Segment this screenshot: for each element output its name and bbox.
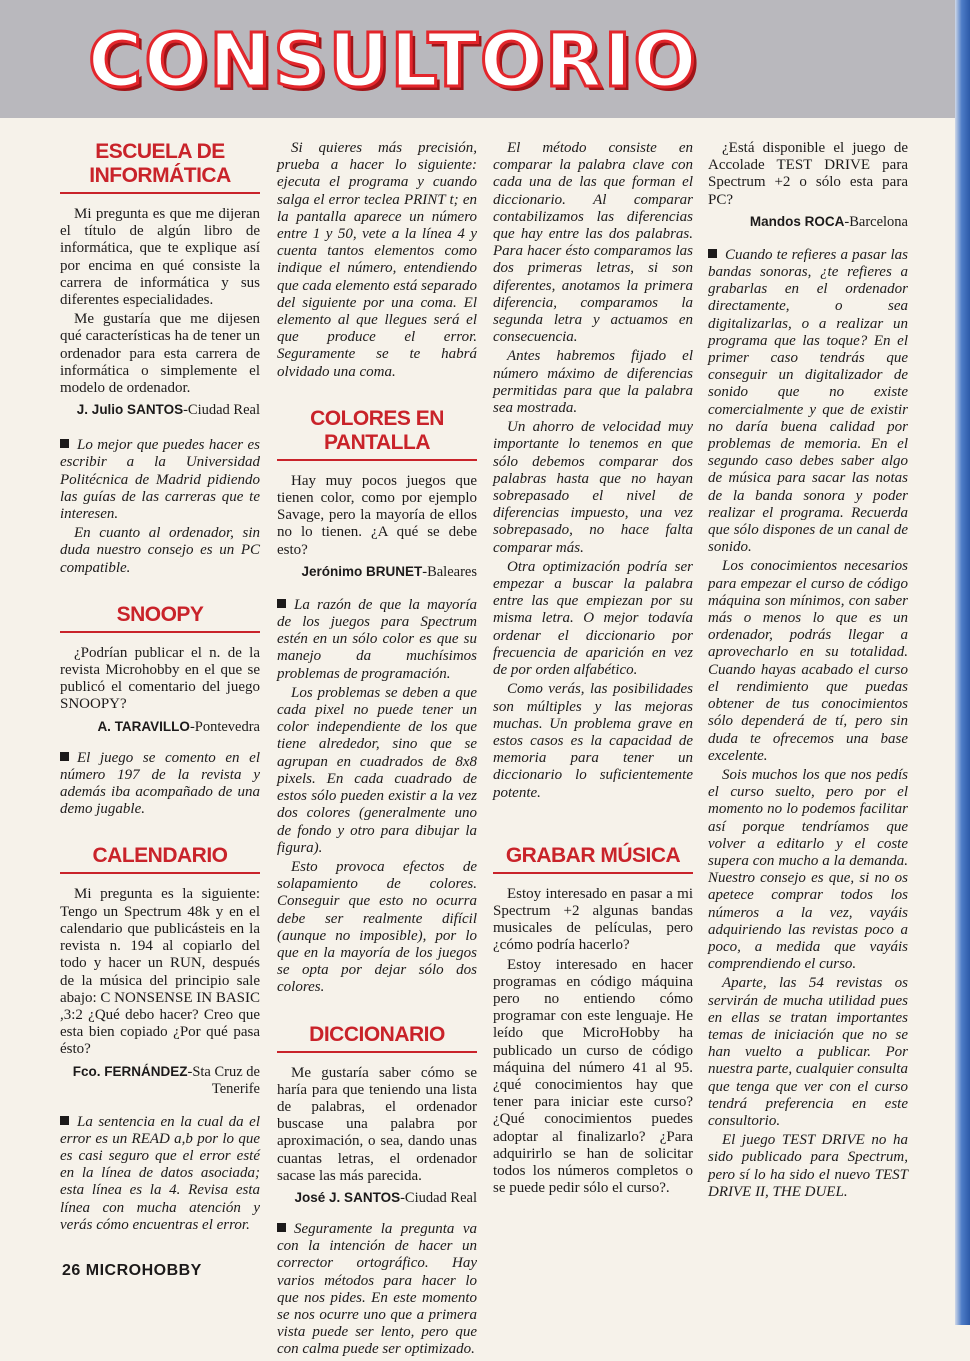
reader-signature: A. TARAVILLO-Pontevedra <box>97 718 260 735</box>
answer-block <box>60 750 260 819</box>
reader-signature: Mandos ROCA-Barcelona <box>749 213 908 230</box>
column-2 <box>277 140 477 1361</box>
answer-bullet-icon <box>60 752 69 761</box>
section-title-grabar: GRABAR MÚSICA <box>493 844 693 874</box>
answer-paragraph: El juego TEST DRIVE no ha sido publicado para Spectrum, pero sí lo ha sido el nuevo TEST DRIVE II, THE DUEL. <box>708 1132 908 1200</box>
page-footer: 26 MICROHOBBY <box>62 1262 202 1279</box>
question-paragraph: Mi pregunta es que me dijeran el título de algún libro de informática, que te explique así por encima en qué consiste la carrera de informática y sus diferentes especialidades. <box>60 206 260 309</box>
answer-paragraph: La sentencia en la cual da el error es un READ a,b por lo que es casi seguro que el error esté en la línea de datos asociada; esta línea es la 4. Revisa esta línea con mucha atención y verás cómo encuentras el error. <box>60 1113 260 1233</box>
column-1 <box>60 140 260 1236</box>
answer-block <box>60 1114 260 1234</box>
answer-block <box>708 247 908 1201</box>
answer-bullet-icon <box>277 1223 286 1232</box>
section-title-calendario: CALENDARIO <box>60 844 260 874</box>
answer-paragraph: Antes habremos fijado el número máximo de diferencias permitidas para que la palabra sea mostrada. <box>493 348 693 417</box>
question-paragraph: Estoy interesado en hacer programas en código máquina pero no entiendo cómo programar con este lenguaje. He leído que MicroHobby ha publicado un curso de código máquina del número 41 al 95. ¿qué conocimientos hay que tener para iniciar este curso? ¿Qué conocimientos puedes adoptar al finalizarlo? ¿Para adquirirlo se han de solicitar todos los números completos o se puede pedir sólo el curso?. <box>493 956 693 1197</box>
section-title-escuela: ESCUELA DE INFORMÁTICA <box>60 140 260 194</box>
answer-paragraph: El método consiste en comparar la palabra clave con cada una de las que forman el diccionario. Al comparar contabilizamos las diferencias que hay entre las dos palabras. Para hacer ésto comparamos las dos primeras letras, si son diferentes, anotamos la primera diferencia, comparamos la segunda letra y actuamos en consecuencia. <box>493 140 693 346</box>
answer-block <box>493 140 693 802</box>
column-3 <box>493 140 693 1199</box>
answer-paragraph: En cuanto al ordenador, sin duda nuestro consejo es un PC compatible. <box>60 525 260 576</box>
question-paragraph: Hay muy pocos juegos que tienen color, como por ejemplo Savage, pero la mayoría de ellos no lo tienen. ¿A qué se debe esto? <box>277 472 477 558</box>
answer-paragraph: Un ahorro de velocidad muy importante lo tenemos en que sólo debemos comparar dos palabras hasta que no hayan sobrepasado el nivel de diferencias impuesto, una vez sobrepasado, no hace falta comparar más. <box>493 419 693 556</box>
answer-paragraph: Como verás, las posibilidades son múltiples y las mejoras muchas. Un problema grave en estos casos es la capacidad de memoria para tener un diccionario lo suficientemente potente. <box>493 681 693 801</box>
answer-block <box>277 597 477 997</box>
reader-signature: Fco. FERNÁNDEZ-Sta Cruz de Tenerife <box>72 1063 260 1097</box>
answer-paragraph: Esto provoca efectos de solapamiento de colores. Conseguir que esto no ocurra debe ser realmente difícil (aunque no imposible), por lo que en la mayoría de los juegos se opta por dejar sólo dos colores. <box>277 858 477 996</box>
answer-paragraph: El juego se comento en el número 197 de la revista y además iba acompañado de una demo jugable. <box>60 749 260 818</box>
answer-paragraph: Cuando te refieres a pasar las bandas sonoras, ¿te refieres a grabarlas en el ordenador directamente, o sea digitalizarlas, o a realizar un programa que las toque? En el primer caso tendrás que conseguir un digitalizador de sonido que no existe comercialmente y que de existir no daría buena calidad por problemas de memoria. En el segundo caso debes saber algo de música para sacar las notas de la banda sonora y poder realizar el programa. Recuerda que sólo dispones de un canal de sonido. <box>708 246 908 556</box>
answer-bullet-icon <box>708 249 717 258</box>
question-paragraph: Estoy interesado en pasar a mi Spectrum +2 algunas bandas musicales de películas, pero ¿cómo podría hacerlo? <box>493 885 693 954</box>
section-title-diccionario: DICCIONARIO <box>277 1023 477 1053</box>
section-title-colores: COLORES EN PANTALLA <box>277 407 477 461</box>
column-4 <box>708 140 908 1203</box>
reader-signature: Jerónimo BRUNET-Baleares <box>301 563 477 580</box>
answer-paragraph: La razón de que la mayoría de los juegos para Spectrum estén en un sólo color es que su manejo da muchísimos problemas de programación. <box>277 596 477 682</box>
question-paragraph: Mi pregunta es la siguiente: Tengo un Spectrum 48k y en el calendario que publicásteis en la revista n. 194 al copiarlo del todo y hacer un RUN, después de la música del principio sale abajo: C NONSENSE IN BASIC ,3:2 ¿Qué debo hacer? Creo que esta bien copiado ¿Por qué pasa ésto? <box>60 886 261 1058</box>
answer-paragraph: Los conocimientos necesarios para empezar el curso de código máquina son mínimos, con saber más o menos lo que es un ordenador, podrás llegar a aprovecharlo en su totalidad. Cuando hayas acabado el curso el rendimiento que puedas obtener de tus conocimientos sólo dependerá de tí, pero sin duda te ofrecemos una base excelente. <box>708 558 908 764</box>
answer-bullet-icon <box>60 1116 69 1125</box>
reader-signature: José J. SANTOS-Ciudad Real <box>294 1189 477 1206</box>
page-title: CONSULTORIO <box>88 18 699 104</box>
answer-bullet-icon <box>60 439 69 448</box>
answer-paragraph: Sois muchos los que nos pedís el curso suelto, pero por el momento no lo podemos facilitar así porque tendríamos que volver a editarlo y el coste supera con mucho a la demanda. Nuestro consejo es que, si no os apetece comprar todos los números a la vez, vayáis adquiriendo las revistas poco a poco, a medida que vayáis comprendiendo el curso. <box>708 766 908 973</box>
question-paragraph: ¿Está disponible el juego de Accolade TEST DRIVE para Spectrum +2 o sólo esta para PC? <box>708 140 908 208</box>
page-edge-decoration <box>955 0 970 1325</box>
answer-paragraph: Los problemas se deben a que cada pixel no puede tener un color independiente de los que tiene alrededor, sino que se agrupan en cuadrados de 8x8 pixels. En cada cuadrado de estos sólo pueden existir a la vez dos colores (generalmente uno de fondo y otro para dibujar la figura). <box>277 684 477 856</box>
reader-signature: J. Julio SANTOS-Ciudad Real <box>76 402 260 419</box>
question-paragraph: ¿Podrían publicar el n. de la revista Microhobby en el que se publicó el comentario del juego SNOOPY? <box>60 644 260 713</box>
section-title-snoopy: SNOOPY <box>60 603 260 633</box>
answer-paragraph: Seguramente la pregunta va con la intención de hacer un corrector ortográfico. Hay varios métodos para hacer lo que nos pides. En este momento se nos ocurre uno que a primera vista puede ser lento, pero que con calma puede ser optimizado. <box>277 1220 477 1358</box>
answer-paragraph: Aparte, las 54 revistas os servirán de mucha utilidad pues en ellas se tratan importantes temas de iniciación que no se han vuelto a publicar. Por nuestra parte, cualquier consulta que tenga que ver con el curso tendrá preferencia en este consultorio. <box>708 975 908 1129</box>
answer-block <box>277 140 477 381</box>
answer-paragraph: Si quieres más precisión, prueba a hacer lo siguiente: ejecuta el programa y cuando salga el error teclea PRINT t; en la pantalla aparece un número entre 1 y 50, vete a la línea 4 y cuenta tantos elementos como indique el número, entendiendo que cada elemento está separado del siguiente por una coma. El elemento al que llegues será el que produce el error. Seguramente se te habrá olvidado una coma. <box>277 140 477 380</box>
question-paragraph: Me gustaría saber cómo se haría para que teniendo una lista de palabras, el ordenador buscase una palabra por aproximación, o sea, dando unas cuantas letras, el ordenador sacase las más parecida. <box>277 1064 477 1184</box>
answer-paragraph: Otra optimización podría ser empezar a buscar la palabra entre las que empiezan por su misma letra. O mejor todavía ordenar el diccionario por frecuencia de aparición en vez de por orden alfabético. <box>493 558 693 679</box>
question-paragraph: Me gustaría que me dijesen qué características ha de tener un ordenador para esta carrera de informática o simplemente el modelo de ordenador. <box>60 311 260 397</box>
answer-paragraph: Lo mejor que puedes hacer es escribir a la Universidad Politécnica de Madrid pidiendo las guías de las carreras que te interesen. <box>60 437 260 523</box>
banner <box>0 0 955 118</box>
answer-bullet-icon <box>277 599 286 608</box>
answer-block <box>60 437 260 577</box>
answer-block <box>277 1221 477 1359</box>
